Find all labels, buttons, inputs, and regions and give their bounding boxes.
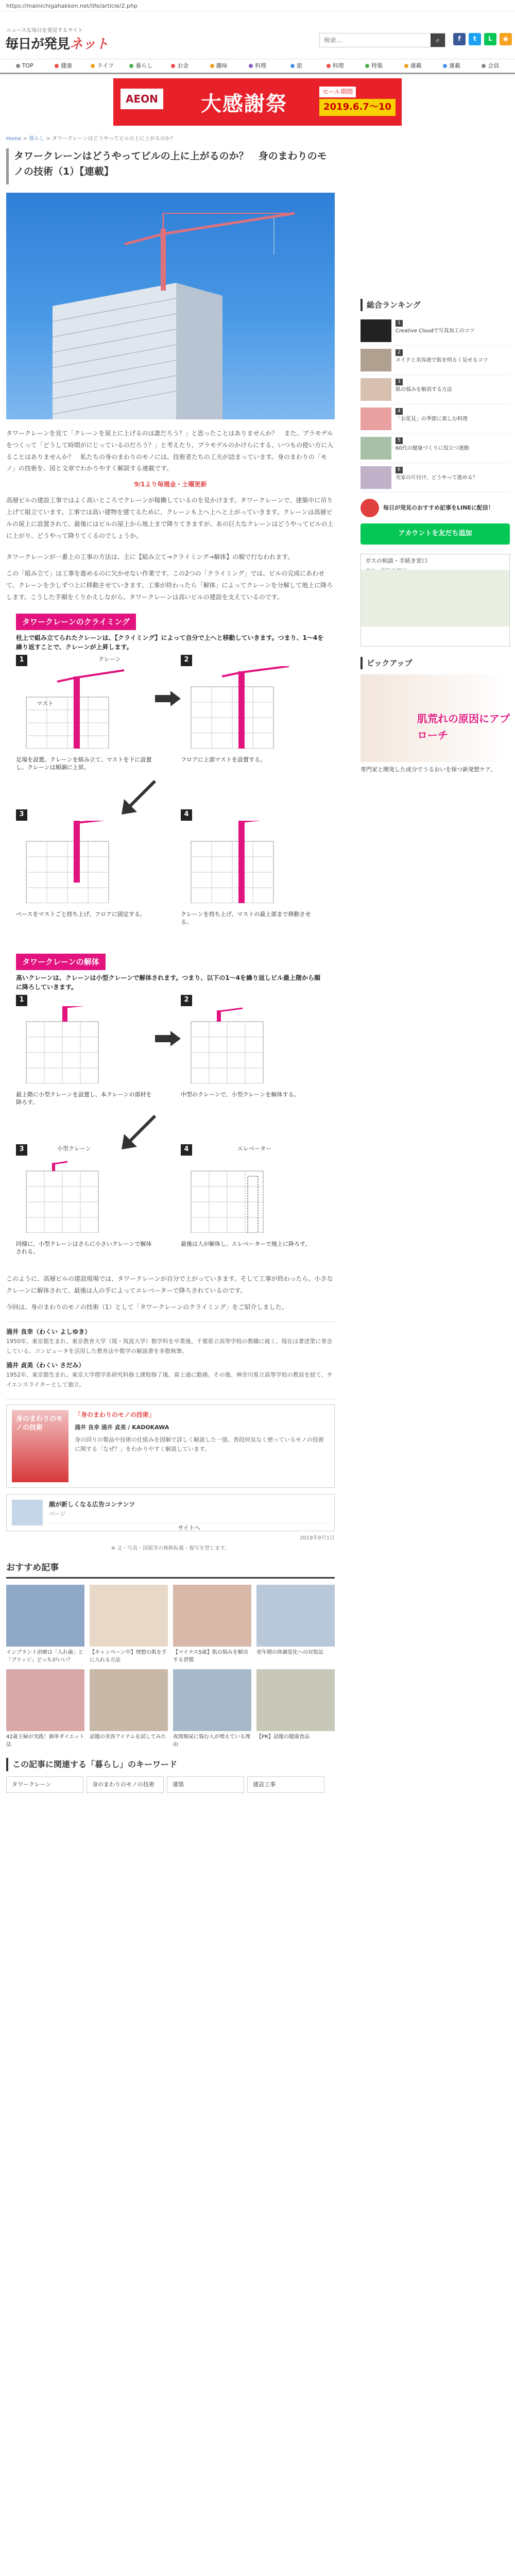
step-caption: 足場を設置。クレーンを組み立て、マストを下に設置し、クレーンは順調に上昇。 — [16, 756, 152, 771]
ranking-text: 60代の健康づくりに役立つ運動 — [396, 445, 469, 451]
nav-item[interactable] — [277, 59, 316, 73]
author-name: 涌井 貞美（わくい さだみ） — [6, 1361, 85, 1369]
nav-item[interactable] — [393, 59, 432, 73]
nav-label: 料理 — [255, 62, 267, 70]
author-name: 涌井 良幸（わくい よしゆき） — [6, 1328, 91, 1336]
sponsored-box[interactable] — [6, 1494, 335, 1531]
step-number: 1 — [16, 995, 27, 1006]
nav-label: 連載 — [410, 62, 422, 70]
dismantle-step-4 — [181, 1144, 320, 1248]
breadcrumb-current: タワークレーンはどうやってビルの上に上がるのか？ — [52, 136, 176, 142]
nav-label: 暮らし — [135, 62, 153, 70]
nav-item[interactable] — [355, 59, 393, 73]
nav-item[interactable] — [471, 59, 510, 73]
climbing-step-4 — [181, 809, 320, 927]
nav-label: 健康 — [61, 62, 73, 70]
line-notice — [360, 499, 510, 517]
step-number: 2 — [181, 655, 192, 666]
recommend-thumb — [173, 1669, 251, 1731]
step-number: 3 — [16, 1144, 27, 1156]
ranking-heading: 総合ランキング — [360, 299, 510, 311]
recommend-text: 話題の美容アイテムを試してみた — [90, 1734, 166, 1740]
step-caption: ベースをマストごと持ち上げ、フロアに固定する。 — [16, 910, 146, 918]
ranking-thumb — [360, 319, 391, 342]
nav-label: 会員 — [488, 62, 500, 70]
breadcrumb-sep: > — [21, 136, 29, 142]
climbing-step-2 — [181, 655, 320, 764]
ranking-item[interactable] — [360, 434, 510, 463]
step-caption: フロアに上部マストを設置する。 — [181, 756, 266, 763]
sponsored-thumb — [12, 1500, 43, 1526]
line-icon[interactable]: L — [484, 33, 496, 45]
nav-label: 特集 — [371, 62, 383, 70]
rss-icon[interactable]: ◉ — [500, 33, 512, 45]
step-caption: 最後は人が解体し、エレベーターで地上に降ろす。 — [181, 1240, 311, 1247]
recommend-text: 更年期の体調変化への対処法 — [256, 1650, 323, 1656]
ranking-text: メイクと美容液で肌を明るく見せるコツ — [396, 357, 488, 363]
recommend-item[interactable] — [6, 1669, 84, 1749]
keyword-link[interactable]: 建設工事 — [247, 1776, 324, 1793]
dismantle-figure-lead: 高いクレーンは、クレーンは小型クレーンで解体されます。つまり、以下の1〜4を繰り返しビル最上階から順に降ろしていきます。 — [16, 974, 321, 991]
dismantle-diagram — [16, 1156, 155, 1233]
climbing-figure-title: タワークレーンのクライミング — [16, 614, 136, 630]
recommend-text: 42歳主婦が実践！簡単ダイエット法 — [6, 1734, 84, 1748]
dismantle-figure — [16, 954, 325, 1263]
notice-icon — [360, 499, 379, 517]
search-button[interactable] — [431, 33, 445, 47]
site-header — [0, 11, 515, 59]
book-box[interactable] — [6, 1404, 335, 1488]
ranking-badge: 4 — [396, 408, 403, 415]
twitter-icon[interactable]: t — [469, 33, 481, 45]
recommend-text: 夜間頻尿に悩む人が増えている理由 — [173, 1734, 250, 1748]
crane-label: クレーン — [98, 655, 121, 663]
logo-tagline: ニュースな毎日を発見するサイト — [6, 28, 83, 33]
nav-item[interactable] — [122, 59, 160, 73]
ranking-item[interactable] — [360, 346, 510, 375]
update-schedule: 9/1より毎週金・土曜更新 — [134, 481, 207, 488]
ranking-thumb — [360, 349, 391, 371]
sponsored-title: 顔が新しくなる広告コンテンツ — [49, 1501, 135, 1509]
nav-dot-icon — [210, 64, 214, 68]
nav-label: 趣味 — [216, 62, 228, 70]
ranking-item[interactable] — [360, 316, 510, 346]
paragraph-6: 今回は、身のまわりのモノの技術（1）として「タワークレーンのクライミング」をご紹介しました。 — [6, 1303, 288, 1311]
breadcrumb — [6, 135, 176, 143]
climbing-step-1 — [16, 655, 155, 772]
nav-dot-icon — [404, 64, 408, 68]
dismantle-diagram — [181, 1006, 320, 1083]
breadcrumb-home[interactable]: Home — [6, 136, 22, 142]
nav-item[interactable] — [238, 59, 277, 73]
book-title[interactable]: 「身のまわりのモノの技術」 — [75, 1411, 155, 1419]
keyword-heading: この記事に関連する「暮らし」のキーワード — [6, 1758, 335, 1771]
ranking-badge: 6 — [396, 467, 403, 473]
paragraph-4: この「組み立て」は工事を進めるのに欠かせない作業です。この2つの「クライミング」では、ビルの完成にあわせて、クレーンを少しずつ上に移動させていきます。工事が終わったら「解体」によってクレーンを分解して地上に降ろします。こうした手順をくりかえしながら、タワークレーンは高いビルの建設を支えているのです。 — [6, 570, 333, 601]
dismantle-diagram — [181, 1156, 320, 1233]
paragraph-5: このように、高層ビルの建設現場では、タワークレーンが自分で上がっていきます。そして工事が終わったら、小さなクレーンに解体されて、最後は人の手によってエレベーターで降ろされているのです。 — [6, 1275, 333, 1294]
recommend-thumb — [256, 1585, 335, 1647]
step-number: 1 — [16, 655, 27, 666]
search-box — [319, 33, 445, 47]
pickup-ad[interactable] — [360, 674, 510, 762]
small-crane-label: 小型クレーン — [57, 1145, 91, 1152]
arrow-right-icon — [155, 691, 181, 706]
pickup-heading: ピックアップ — [360, 657, 510, 669]
ranking-item[interactable] — [360, 375, 510, 404]
recommend-item[interactable] — [6, 1585, 84, 1664]
recommend-text: 【PR】話題の健康食品 — [256, 1734, 310, 1740]
ranking-badge: 3 — [396, 379, 403, 385]
search-input[interactable] — [320, 33, 431, 47]
article-main — [6, 144, 335, 1793]
nav-dot-icon — [365, 64, 369, 68]
ranking-text-wrap — [396, 408, 468, 430]
recommend-thumb — [6, 1669, 84, 1731]
paragraph-3: タワークレーンが一番上の工事の方法は、主に【組み立て→クライミング→解体】の順で行なわれます。 — [6, 553, 294, 561]
social-links — [453, 33, 512, 45]
book-cover — [12, 1410, 68, 1482]
nav-label: TOP — [22, 62, 33, 70]
step-number: 4 — [181, 809, 192, 821]
ranking-text-wrap — [396, 378, 452, 401]
nav-item[interactable] — [316, 59, 354, 73]
notice-text: 毎日が発見のおすすめ記事をLINEに配信！ — [383, 504, 494, 512]
step-number: 2 — [181, 995, 192, 1006]
pickup-headline: 肌荒れの原因にアプローチ — [417, 712, 510, 741]
recommend-text: 【マイナス5歳】肌の悩みを解決する習慣 — [173, 1650, 248, 1664]
building-crane-photo — [6, 193, 335, 419]
author-desc: 1950年、東京都生まれ。東京教育大学（現・筑波大学）数学科を卒業後、千葉県立高等学校の教職に就く。現在は著述業に専念している。コンピュータを活用した教育法や数学の解説書を多数執筆。 — [6, 1338, 333, 1355]
banner-sub: セール期間 — [319, 87, 356, 97]
facebook-icon[interactable]: f — [453, 33, 466, 45]
recommend-thumb — [90, 1585, 168, 1647]
step-caption: クレーンを持ち上げ、マストの最上部まで移動させる。 — [181, 910, 311, 926]
dismantle-figure-title: タワークレーンの解体 — [16, 954, 106, 970]
ranking-thumb — [360, 437, 391, 460]
nav-item[interactable] — [432, 59, 471, 73]
step-caption: 中型のクレーンで、小型クレーンを解体する。 — [181, 1091, 300, 1098]
pickup-desc: 専門家と開発した成分でうるおいを保つ新発想ケア。 — [360, 766, 496, 773]
nav-label: お金 — [177, 62, 189, 70]
mast-label: マスト — [37, 700, 54, 707]
climbing-figure — [16, 614, 325, 943]
sponsored-button[interactable]: サイトへ — [49, 1523, 329, 1533]
ranking-text-wrap — [396, 349, 488, 371]
dismantle-step-2 — [181, 995, 320, 1099]
step-caption: 最上階に小型クレーンを設置し、本クレーンの部材を降ろす。 — [16, 1091, 152, 1106]
ranking-text: 「お花見」の季節に楽しむ料理 — [396, 416, 468, 422]
line-add-button[interactable]: アカウントを友だち追加 — [360, 523, 510, 545]
ranking-thumb — [360, 408, 391, 430]
recommend-grid — [6, 1585, 335, 1749]
global-nav — [0, 59, 515, 74]
ad-banner[interactable] — [113, 78, 402, 126]
climbing-figure-lead: 柱上で組み立てられたクレーンは、【クライミング】によって自分で上へと移動していきます。つまり、1〜4を繰り返すことで、クレーンが上昇します。 — [16, 634, 324, 651]
recommend-heading: おすすめ記事 — [6, 1561, 335, 1579]
ranking-text: Creative Cloudで写真加工のコツ — [396, 328, 475, 334]
dismantle-diagram — [16, 1006, 155, 1083]
ranking-text-wrap — [396, 466, 478, 489]
nav-label: 料理 — [332, 62, 344, 70]
url-bar: https://mainichigahakken.net/life/article/2.php — [0, 0, 515, 11]
nav-item[interactable] — [199, 59, 238, 73]
climbing-step-3 — [16, 809, 155, 919]
dismantle-step-1 — [16, 995, 155, 1107]
keyword-link[interactable]: 身のまわりのモノの技術 — [87, 1776, 164, 1793]
keyword-link[interactable]: 建築 — [167, 1776, 244, 1793]
ranking-text: 肌の悩みを解消する方法 — [396, 386, 452, 393]
article-credit: ※ 文・写真・図版等の無断転載・複写を禁じます。 — [111, 1546, 230, 1552]
keyword-list — [6, 1776, 335, 1793]
recommend-text: 【キャンペーン中】理想の肌を手に入れる方法 — [90, 1650, 167, 1664]
recommend-thumb — [6, 1585, 84, 1647]
nav-dot-icon — [443, 64, 447, 68]
recommend-item[interactable] — [256, 1669, 335, 1749]
ranking-thumb — [360, 466, 391, 489]
sponsored-sub: ページ — [49, 1511, 66, 1518]
article-title: タワークレーンはどうやってビルの上に上がるのか？ 身のまわりのモノの技術（1）【連載】 — [6, 148, 335, 184]
book-desc: 身の回りの製品や技術の仕組みを図解で詳しく解説した一冊。普段何気なく使っているモノの技術に関する「なぜ？」をわかりやすく解説しています。 — [75, 1436, 324, 1452]
nav-label: 連載 — [449, 62, 460, 70]
logo-main: 毎日が発見 — [5, 37, 70, 52]
sidebar — [360, 299, 510, 774]
book-cover-text: 身のまわりのモノの技術 — [16, 1415, 63, 1432]
breadcrumb-sep: > — [44, 136, 53, 142]
nav-dot-icon — [290, 64, 295, 68]
map-title: ガスの相談・手続き窓口 — [365, 557, 427, 564]
step-caption: 同様に、小型クレーンはさらに小さいクレーンで解体される。 — [16, 1240, 152, 1256]
site-logo[interactable] — [5, 34, 108, 56]
recommend-thumb — [256, 1669, 335, 1731]
nav-dot-icon — [171, 64, 175, 68]
recommend-text: インプラント治療は「入れ歯」と「ブリッジ」どっちがいい？ — [6, 1650, 83, 1664]
recommend-item[interactable] — [256, 1585, 335, 1664]
recommend-thumb — [90, 1669, 168, 1731]
recommend-thumb — [173, 1585, 251, 1647]
recommend-item[interactable] — [173, 1585, 251, 1664]
ranking-text-wrap — [396, 319, 475, 342]
nav-label: 旅 — [296, 62, 302, 70]
ranking-item[interactable] — [360, 404, 510, 434]
ranking-text: 実家の片付け、どうやって進める？ — [396, 474, 478, 481]
nav-dot-icon — [327, 64, 331, 68]
nav-item[interactable] — [5, 59, 44, 73]
nav-dot-icon — [55, 64, 59, 68]
book-author: 涌井 良幸 涌井 貞美 / KADOKAWA — [75, 1424, 169, 1431]
recommend-item[interactable] — [173, 1669, 251, 1749]
paragraph-2: 高層ビルの建設工事ではよく高いところでクレーンが稼働しているのを見かけます。タワークレーンで、建築中に吊り上げて組立ています。工事では高い建物を建てるために、クレーンも上へ上へと上がっていきます。クレーンは高層ビルの屋上に設置されて、最後にはビルの屋上から地上まで降りてきますが、あの巨大なクレーンはどうやってビルの上に上がり、どうやって降りてくるのでしょうか。 — [6, 497, 334, 539]
logo-net: ネット — [70, 37, 109, 52]
ranking-thumb — [360, 378, 391, 401]
dismantle-step-3 — [16, 1144, 155, 1257]
search-icon: ⌕ — [436, 36, 440, 44]
ranking-text-wrap — [396, 437, 469, 460]
breadcrumb-category[interactable]: 暮らし — [29, 136, 45, 142]
crane-diagram — [181, 821, 320, 903]
nav-label: ライフ — [97, 62, 114, 70]
nav-dot-icon — [482, 64, 486, 68]
ranking-badge: 1 — [396, 320, 403, 327]
keyword-link[interactable]: タワークレーン — [6, 1776, 83, 1793]
crane-diagram — [181, 666, 320, 749]
ranking-list — [360, 316, 510, 493]
article-date: 2019年9月1日 — [299, 1535, 335, 1541]
nav-item[interactable] — [161, 59, 199, 73]
step-number: 3 — [16, 809, 27, 821]
nav-item[interactable] — [44, 59, 82, 73]
hero-image — [6, 193, 335, 419]
author-desc: 1952年、東京都生まれ。東京大学理学系研究科修士課程修了後、富士通に勤務。その後、神奈川県立高等学校の教員を経て、サイエンスライターとして独立。 — [6, 1371, 333, 1388]
intro-paragraph: タワークレーンを見て「クレーンを屋上に上げるのは誰だろう？」と思ったことはありませんか？ また、プラモデルをつくって「どうして時間がにじっているのだろう？」と考えたり、プラモデルのかけらにする、いつもの使い方に入ることはありませんか？ 私たちの身のまわりのモノには、技術者たちの工夫が詰まっています。身のまわりの「モノ」の技術を、図と文章でわかりやすく解説する連載です。 — [6, 430, 334, 472]
nav-dot-icon — [129, 64, 133, 68]
banner-logo: AEON — [121, 89, 163, 109]
arrow-right-icon — [155, 1031, 181, 1046]
ranking-item[interactable] — [360, 463, 510, 493]
nav-item[interactable] — [83, 59, 122, 73]
step-number: 4 — [181, 1144, 192, 1156]
nav-dot-icon — [91, 64, 95, 68]
banner-dates: 2019.6.7〜10 — [319, 99, 396, 116]
elevator-label: エレベーター — [237, 1145, 271, 1152]
author-box — [6, 1321, 335, 1399]
nav-dot-icon — [249, 64, 253, 68]
recommend-item[interactable] — [90, 1669, 168, 1749]
nav-dot-icon — [16, 64, 20, 68]
crane-diagram — [16, 821, 155, 903]
ranking-badge: 5 — [396, 437, 403, 444]
ranking-badge: 2 — [396, 349, 403, 356]
banner-headline: 大感謝祭 — [201, 92, 287, 116]
map-view[interactable] — [361, 570, 509, 626]
recommend-item[interactable] — [90, 1585, 168, 1664]
map-widget[interactable] — [360, 554, 510, 647]
